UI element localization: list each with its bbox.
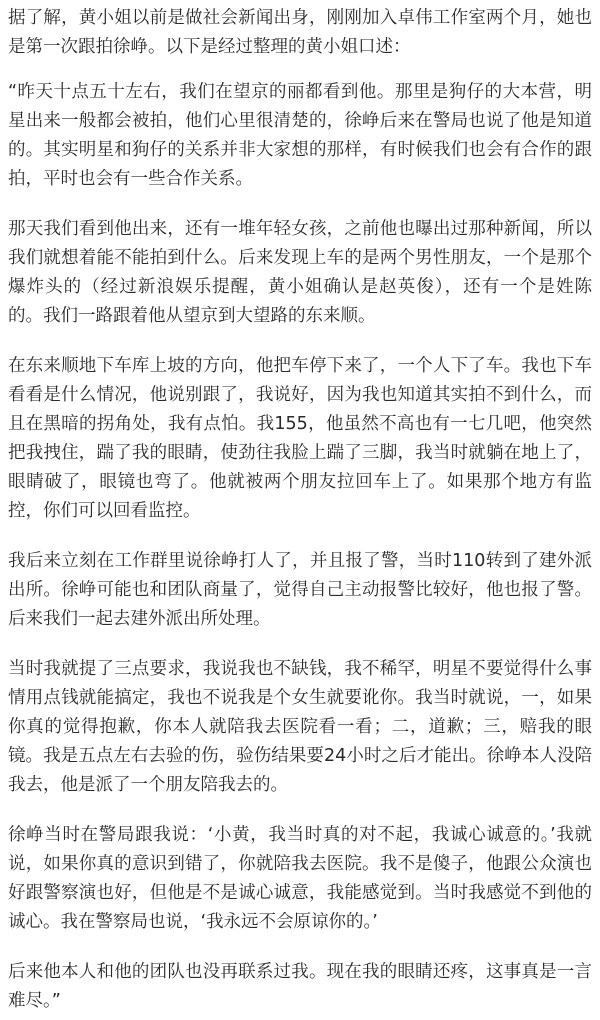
article-paragraph-7: 徐峥当时在警局跟我说：‘小黄，我当时真的对不起，我诚心诚意的。’我就说，如果你真的意识到错了，你就陪我去医院。我不是傻子，他跟公众演也好跟警察演也好，但他是不是诚心诚意，我能感觉到。当时我感觉不到他的诚心。我在警察局也说，‘我永远不会原谅你的。’ [8, 825, 592, 932]
article-paragraph-3: 那天我们看到他出来，还有一堆年轻女孩，之前他也曝出过那种新闻，所以我们就想着能不能拍到什么。后来发现上车的是两个男性朋友，一个是那个爆炸头的（经过新浪娱乐提醒，黄小姐确认是赵英俊），还有一个是姓陈的。我们一路跟着他从望京到大望路的东来顺。 [8, 219, 592, 326]
article-paragraph-intro: 据了解，黄小姐以前是做社会新闻出身，刚刚加入卓伟工作室两个月，她也是第一次跟拍徐峥。以下是经过整理的黄小姐口述： [8, 8, 592, 57]
article-paragraph-8: 后来他本人和他的团队也没再联系过我。现在我的眼睛还疼，这事真是一言难尽。” [8, 962, 592, 1011]
article-paragraph-6: 当时我就提了三点要求，我说我也不缺钱，我不稀罕，明星不要觉得什么事情用点钱就能搞定，我也不说我是个女生就要讹你。我当时就说，一，如果你真的觉得抱歉，你本人就陪我去医院看一看；二，道歉；三，赔我的眼镜。我是五点左右去验的伤，验伤结果要24小时之后才能出。徐峥本人没陪我去，他是派了一个朋友陪我去的。 [8, 659, 592, 795]
article-paragraph-5: 我后来立刻在工作群里说徐峥打人了，并且报了警，当时110转到了建外派出所。徐峥可能也和团队商量了，觉得自己主动报警比较好，他也报了警。后来我们一起去建外派出所处理。 [8, 551, 592, 629]
article-paragraph-2: “昨天十点五十左右，我们在望京的丽都看到他。那里是狗仔的大本营，明星出来一般都会被拍，他们心里很清楚的，徐峥后来在警局也说了他是知道的。其实明星和狗仔的关系并非大家想的那样，有时候我们也会有合作的跟拍，平时也会有一些合作关系。 [8, 82, 592, 189]
article-paragraph-4: 在东来顺地下车库上坡的方向，他把车停下来了，一个人下了车。我也下车看看是什么情况，他说别跟了，我说好，因为我也知道其实拍不到什么，而且在黑暗的拐角处，我有点怕。我155，他虽然不高也有一七几吧，他突然把我拽住，踹了我的眼睛，使劲往我脸上踹了三脚，我当时就躺在地上了，眼睛破了，眼镜也弯了。他就被两个朋友拉回车上了。如果那个地方有监控，你们可以回看监控。 [8, 356, 592, 521]
